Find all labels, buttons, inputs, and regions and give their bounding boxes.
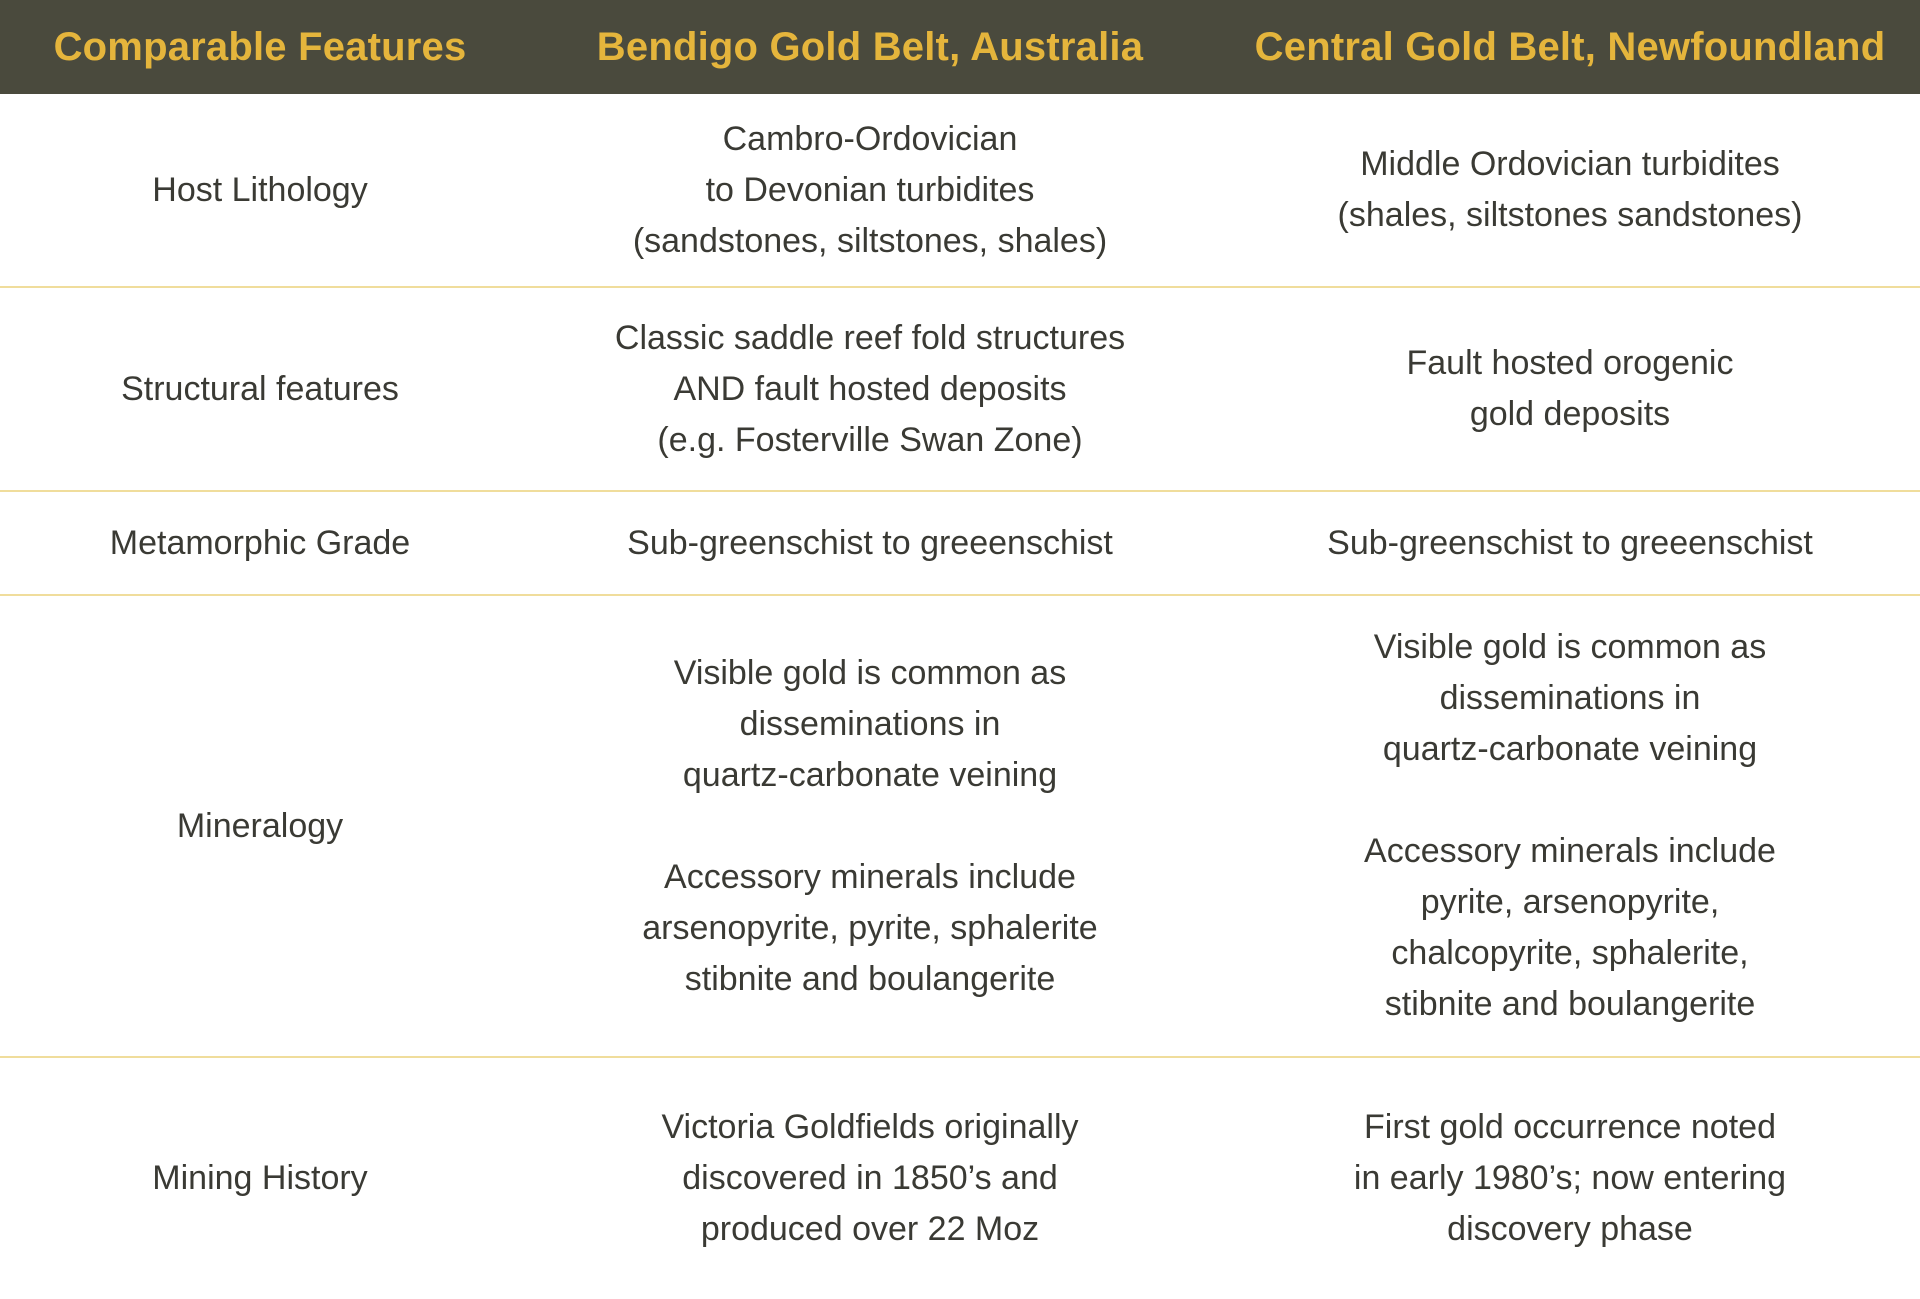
central-text-line: Fault hosted orogenic xyxy=(1406,344,1734,382)
bendigo-text-line: disseminations in xyxy=(739,704,1001,743)
bendigo-text-line: Visible gold is common as xyxy=(673,653,1067,692)
central-cell xyxy=(1220,518,1920,569)
feature-label: Host Lithology xyxy=(152,170,368,209)
feature-label: Structural features xyxy=(121,369,399,408)
feature-label: Mining History xyxy=(152,1159,368,1197)
bendigo-paragraph xyxy=(520,852,1220,1005)
central-text-line: (shales, siltstones sandstones) xyxy=(1337,196,1803,234)
bendigo-cell xyxy=(520,518,1220,569)
central-text-line: in early 1980’s; now entering xyxy=(1353,1159,1787,1197)
bendigo-cell xyxy=(520,114,1220,267)
bendigo-text-line: to Devonian turbidites xyxy=(705,170,1035,209)
header-bendigo-gold-belt: Bendigo Gold Belt, Australia xyxy=(596,24,1144,69)
central-paragraph xyxy=(1220,338,1920,440)
central-cell xyxy=(1220,1102,1920,1255)
central-text-line: stibnite and boulangerite xyxy=(1384,985,1756,1023)
central-text-line: Accessory minerals include xyxy=(1364,832,1776,870)
bendigo-text-line: Sub-greenschist to greeenschist xyxy=(627,523,1113,562)
header-comparable-features: Comparable Features xyxy=(53,24,467,69)
bendigo-cell xyxy=(520,648,1220,1005)
central-paragraph xyxy=(1220,1102,1920,1255)
bendigo-text-line: AND fault hosted deposits xyxy=(673,369,1067,408)
central-cell xyxy=(1220,338,1920,440)
table-row xyxy=(0,288,1920,492)
bendigo-text-line: arsenopyrite, pyrite, sphalerite xyxy=(642,908,1098,947)
bendigo-text-line: quartz-carbonate veining xyxy=(682,755,1058,794)
table-row xyxy=(0,94,1920,288)
central-text-line: Sub-greenschist to greeenschist xyxy=(1327,523,1813,562)
table-row xyxy=(0,596,1920,1058)
bendigo-text-line: stibnite and boulangerite xyxy=(684,959,1056,998)
bendigo-paragraph xyxy=(520,114,1220,267)
table-header xyxy=(0,0,1920,94)
central-text-line: disseminations in xyxy=(1439,679,1701,717)
bendigo-cell xyxy=(520,313,1220,466)
central-paragraph xyxy=(1220,622,1920,775)
central-cell xyxy=(1220,622,1920,1030)
bendigo-paragraph xyxy=(520,518,1220,569)
bendigo-paragraph xyxy=(520,1102,1220,1255)
central-text-line: quartz-carbonate veining xyxy=(1382,730,1758,768)
central-paragraph xyxy=(1220,518,1920,569)
bendigo-text-line: discovered in 1850’s and xyxy=(682,1159,1058,1197)
bendigo-text-line: produced over 22 Moz xyxy=(700,1210,1040,1248)
table-row xyxy=(0,492,1920,596)
bendigo-text-line: Accessory minerals include xyxy=(664,857,1076,896)
bendigo-text-line: Classic saddle reef fold structures xyxy=(614,318,1126,357)
central-text-line: gold deposits xyxy=(1469,395,1671,433)
bendigo-paragraph xyxy=(520,313,1220,466)
central-text-line: Middle Ordovician turbidites xyxy=(1360,145,1780,183)
bendigo-text-line: (e.g. Fosterville Swan Zone) xyxy=(657,420,1083,459)
table-row xyxy=(0,1058,1920,1299)
central-text-line: pyrite, arsenopyrite, xyxy=(1420,883,1720,921)
bendigo-paragraph xyxy=(520,648,1220,801)
feature-label: Mineralogy xyxy=(176,806,344,845)
central-text-line: Visible gold is common as xyxy=(1373,628,1767,666)
central-cell xyxy=(1220,139,1920,241)
central-text-line: First gold occurrence noted xyxy=(1364,1108,1776,1146)
central-paragraph xyxy=(1220,139,1920,241)
central-text-line: discovery phase xyxy=(1447,1210,1693,1248)
bendigo-text-line: (sandstones, siltstones, shales) xyxy=(632,221,1108,260)
feature-label: Metamorphic Grade xyxy=(109,523,411,562)
bendigo-text-line: Cambro-Ordovician xyxy=(722,119,1018,158)
header-central-gold-belt: Central Gold Belt, Newfoundland xyxy=(1254,24,1886,69)
central-text-line: chalcopyrite, sphalerite, xyxy=(1391,934,1749,972)
bendigo-text-line: Victoria Goldfields originally xyxy=(661,1108,1079,1146)
bendigo-cell xyxy=(520,1102,1220,1255)
central-paragraph xyxy=(1220,826,1920,1030)
